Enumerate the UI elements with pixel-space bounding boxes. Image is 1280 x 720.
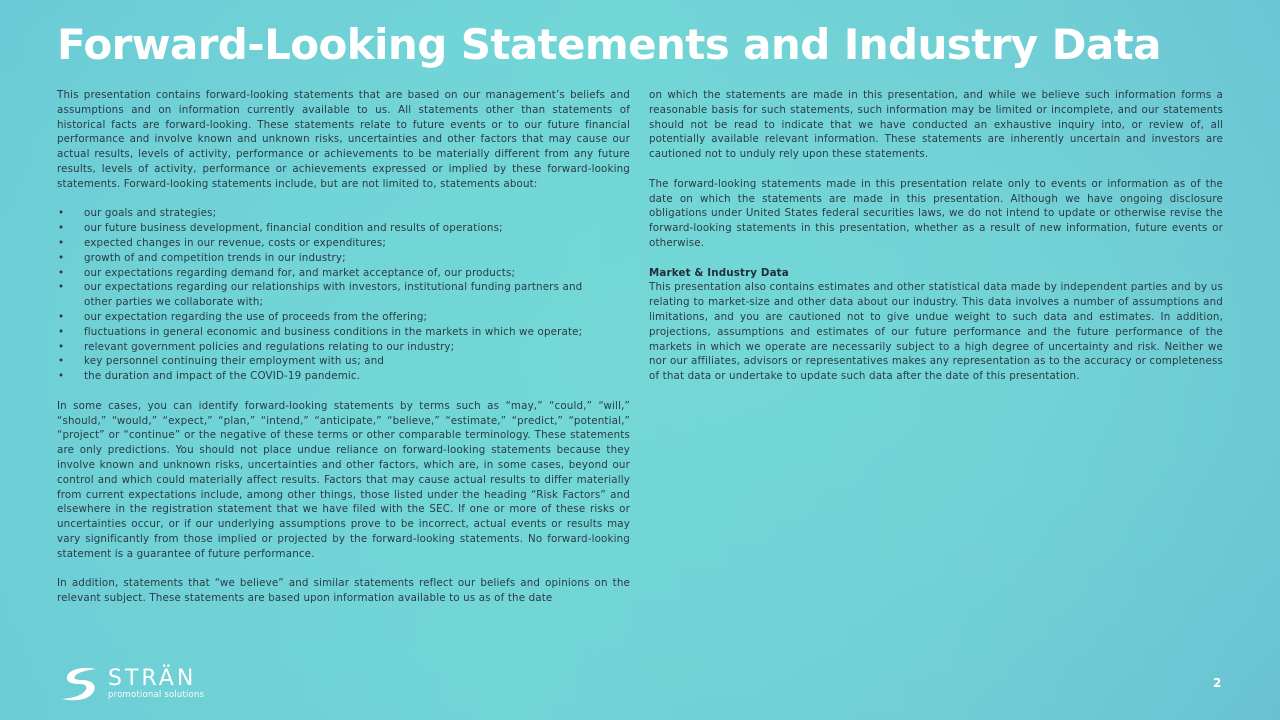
beliefs-paragraph-end: on which the statements are made in this presentation, and while we believe such information forms a reasonable basis for such statements, such information may be limited or incomplete, and our statements should not be read to indicate that we have conducted an exhaustive inquiry into, or review of, all potentially available relevant information. These statements are inherently uncertain and investors are cautioned not to unduly rely upon these statements. xyxy=(649,89,1223,161)
beliefs-paragraph-start: In addition, statements that “we believe” and similar statements reflect our beliefs and opinions on the relevant subject. These statements are based upon information available to us as of the date xyxy=(57,577,630,605)
market-industry-paragraph: This presentation also contains estimates and other statistical data made by independent parties and by us relating to market-size and other data about our industry. This data involves a number of assumptions and limitations, and you are cautioned not to give undue weight to such data and estimates. In addition, projections, assumptions and estimates of our future performance and the future performance of the markets in which we operate are necessarily subject to a high degree of uncertainty and risk. Neither we nor our affiliates, advisors or representatives makes any representation as to the accuracy or completeness of that data or undertake to update such data after the date of this presentation. xyxy=(649,281,1223,383)
intro-paragraph: This presentation contains forward-looking statements that are based on our management’s beliefs and assumptions and on information currently available to us. All statements other than statements of historical facts are forward-looking. These statements relate to future events or to our future financial performance and involve known and unknown risks, uncertainties and other factors that may cause our actual results, levels of activity, performance or achievements to be materially different from any future results, levels of activity, performance or achievements expressed or implied by these forward-looking statements. Forward-looking statements include, but are not limited to, statements about: xyxy=(57,89,630,190)
list-item xyxy=(57,236,630,251)
left-column xyxy=(57,88,630,606)
list-item xyxy=(57,251,630,266)
list-item-text: relevant government policies and regulations relating to our industry; xyxy=(84,340,455,353)
logo-wordmark xyxy=(108,668,204,700)
bullet-icon: • xyxy=(58,266,65,279)
list-item-text: our expectation regarding the use of proceeds from the offering; xyxy=(84,310,428,323)
logo-tagline: promotional solutions xyxy=(108,690,205,700)
bullet-icon: • xyxy=(58,207,65,220)
market-industry-heading: Market & Industry Data xyxy=(649,266,789,279)
right-column xyxy=(649,88,1223,384)
list-item-text: fluctuations in general economic and business conditions in the markets in which we operate; xyxy=(84,325,583,338)
list-item xyxy=(57,354,630,369)
list-item xyxy=(57,325,630,340)
list-item-text: our expectations regarding demand for, and market acceptance of, our products; xyxy=(84,266,516,279)
bullet-icon: • xyxy=(58,340,65,353)
list-item xyxy=(57,340,630,355)
date-limitation-paragraph: The forward-looking statements made in this presentation relate only to events or information as of the date on which the statements are made in this presentation. Although we have ongoing disclosure obligations under United States federal securities laws, we do not intend to update or otherwise revise the forward-looking statements in this presentation, whether as a result of new information, future events or otherwise. xyxy=(649,177,1223,249)
list-item xyxy=(57,369,630,384)
list-item-text: growth of and competition trends in our industry; xyxy=(84,251,346,264)
company-logo xyxy=(60,665,204,703)
list-item-text: expected changes in our revenue, costs or expenditures; xyxy=(84,236,387,249)
stran-s-swoosh-icon xyxy=(60,665,100,703)
bullet-icon: • xyxy=(58,370,65,383)
bullet-icon: • xyxy=(58,355,65,368)
list-item-text: key personnel continuing their employment with us; and xyxy=(84,355,385,368)
bullet-icon: • xyxy=(58,222,65,235)
list-item xyxy=(57,206,630,221)
bullet-icon: • xyxy=(58,251,65,264)
bullet-icon: • xyxy=(58,325,65,338)
bullet-icon: • xyxy=(58,236,65,249)
bullet-icon: • xyxy=(58,310,65,323)
logo-name: STRÄN xyxy=(108,666,197,691)
list-item-text: our expectations regarding our relationships with investors, institutional funding partners and other parties we collaborate with; xyxy=(84,281,583,309)
page-number: 2 xyxy=(1213,676,1222,690)
list-item xyxy=(57,221,630,236)
list-item xyxy=(57,266,630,281)
list-item xyxy=(57,310,630,325)
slide-title: Forward-Looking Statements and Industry Data xyxy=(57,20,1161,69)
list-item-text: our goals and strategies; xyxy=(84,207,217,220)
bullet-icon: • xyxy=(58,281,65,294)
list-item-text: our future business development, financial condition and results of operations; xyxy=(84,222,503,235)
forward-looking-topics-list xyxy=(57,206,630,384)
identifying-terms-paragraph: In some cases, you can identify forward-looking statements by terms such as “may,” “could,” “will,” “should,” “would,” “expect,” “plan,” “intend,” “anticipate,” “believe,” “estimate,” “predict,” “potential,” “project” or “continue” or the negative of these terms or other comparable terminology. These statements are only predictions. You should not place undue reliance on forward-looking statements because they involve known and unknown risks, uncertainties and other factors, which are, in some cases, beyond our control and which could materially affect results. Factors that may cause actual results to differ materially from current expectations include, among other things, those listed under the heading “Risk Factors” and elsewhere in the registration statement that we have filed with the SEC. If one or more of these risks or uncertainties occur, or if our underlying assumptions prove to be incorrect, actual events or results may vary significantly from those implied or projected by the forward-looking statements. No forward-looking statement is a guarantee of future performance. xyxy=(57,399,630,560)
list-item-text: the duration and impact of the COVID-19 pandemic. xyxy=(84,370,361,383)
list-item xyxy=(57,280,630,310)
